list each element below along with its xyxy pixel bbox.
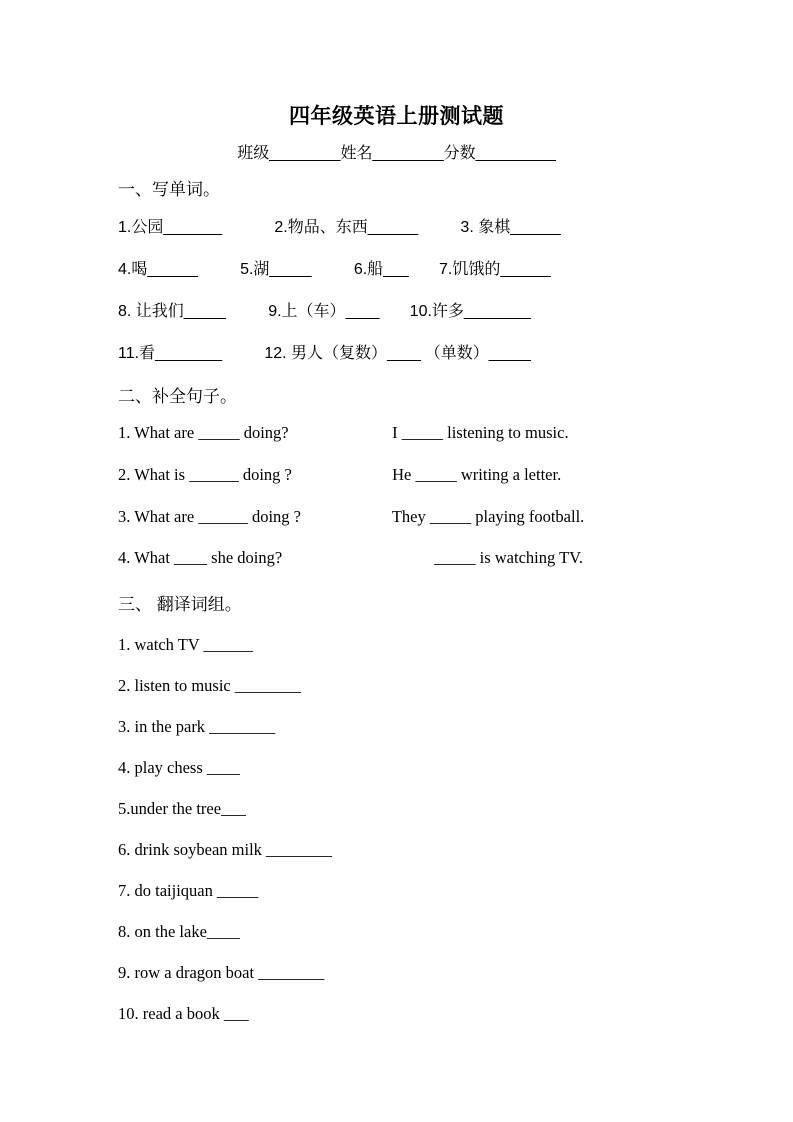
answer-blank[interactable]: ____ (345, 303, 379, 320)
word-list-row (118, 256, 550, 279)
word-item: 7.饥饿的______ (439, 261, 551, 278)
word-item: 12. 男人（复数）____ (264, 345, 421, 362)
answer-blank[interactable]: ___ (383, 261, 409, 278)
phrase-row[interactable]: 4. play chess ____ (118, 758, 240, 777)
section-heading-1: 一、写单词。 (118, 180, 220, 199)
answer-blank[interactable]: ________ (463, 303, 531, 320)
sentence-question[interactable]: 4. What ____ she doing? (118, 548, 283, 567)
sentence-question[interactable]: 2. What is ______ doing ? (118, 465, 292, 484)
word-item: 3. 象棋______ (460, 219, 561, 236)
sentence-question[interactable]: 3. What are ______ doing ? (118, 507, 301, 526)
answer-blank[interactable]: _______ (163, 219, 222, 236)
word-list-row (118, 214, 560, 237)
answer-blank[interactable]: ____ (387, 345, 421, 362)
section-heading-2: 二、补全句子。 (118, 387, 237, 406)
answer-blank[interactable]: ______ (500, 261, 551, 278)
phrase-row[interactable]: 2. listen to music ________ (118, 676, 301, 695)
word-item: 9.上（车）____ (268, 303, 379, 320)
sentence-row (118, 465, 561, 485)
phrase-row[interactable]: 1. watch TV ______ (118, 635, 254, 654)
sentence-answer[interactable]: _____ is watching TV. (434, 548, 584, 567)
word-item: 6.船___ (353, 261, 409, 278)
word-item: 2.物品、东西______ (274, 219, 418, 236)
sentence-answer[interactable]: I _____ listening to music. (392, 423, 569, 442)
word-item: 1.公园_______ (118, 219, 222, 236)
answer-blank[interactable]: ______ (367, 219, 418, 236)
sentence-row (118, 507, 584, 527)
answer-blank[interactable]: _____ (269, 261, 311, 278)
word-item: 5.湖_____ (240, 261, 311, 278)
student-info-line: 班级________姓名________分数_________ (237, 145, 556, 162)
phrase-row[interactable]: 9. row a dragon boat ________ (118, 963, 325, 982)
answer-blank[interactable]: ______ (147, 261, 198, 278)
phrase-row[interactable]: 6. drink soybean milk ________ (118, 840, 333, 859)
sentence-row (118, 548, 583, 568)
phrase-row[interactable]: 7. do taijiquan _____ (118, 881, 259, 900)
word-list-row (118, 298, 530, 321)
word-item: 11.看________ (118, 345, 222, 362)
answer-blank[interactable]: _____ (183, 303, 226, 320)
phrase-row[interactable]: 5.under the tree___ (118, 799, 246, 818)
answer-blank[interactable]: ______ (510, 219, 561, 236)
sentence-answer[interactable]: He _____ writing a letter. (392, 465, 562, 484)
phrase-row[interactable]: 8. on the lake____ (118, 922, 240, 941)
word-item: 4.喝______ (118, 261, 198, 278)
word-item: 8. 让我们_____ (118, 303, 226, 320)
sentence-answer[interactable]: They _____ playing football. (391, 507, 585, 526)
phrase-row[interactable]: 3. in the park ________ (118, 717, 276, 736)
page-title: 四年级英语上册测试题 (289, 105, 504, 128)
section-heading-3: 三、 翻译词组。 (118, 595, 242, 614)
phrase-row[interactable]: 10. read a book ___ (118, 1004, 249, 1023)
word-item: （单数）_____ (424, 345, 531, 362)
answer-blank[interactable]: _____ (488, 345, 531, 362)
answer-blank[interactable]: ________ (155, 345, 222, 362)
sentence-row (118, 423, 569, 443)
sentence-question[interactable]: 1. What are _____ doing? (118, 423, 289, 442)
word-item: 10.许多________ (409, 303, 531, 320)
word-list-row (118, 340, 530, 363)
